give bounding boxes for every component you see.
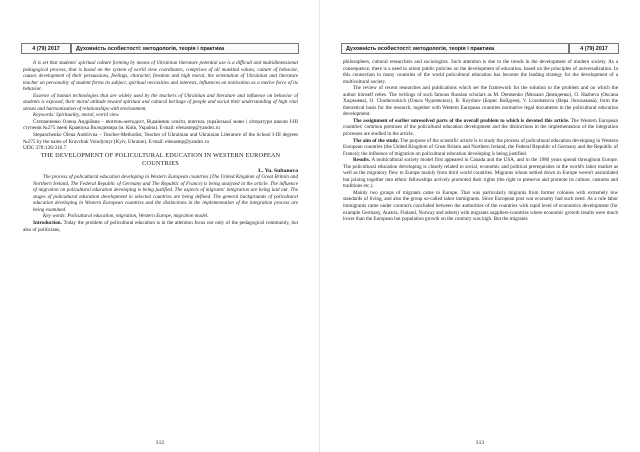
right-page-header (341, 43, 619, 54)
paragraph-aim (343, 138, 618, 158)
paragraph-literature-review: The review of recent researches and publications which set the framework for the solution to the problem and on which the author himself relies. The writings of such famous Russian scholars as M. Demsenko (Михаил Демиденко), O. Hazheva (Оксана Хаджиева), O. Chudnovskich (Ольга Чудновских), B. Koyduev (Борис Койдуев), V. Lozohakova (Вера Лозохакова), form the theoretical basis for the research, together with Western European countries normative legal documents in the policultural education development. (343, 85, 618, 118)
article-abstract: The process of policultural education developing in Western European countries (The United Kingdom of Great Britain and Northern Ireland, The Federal Republic of Germany and The Republic of France) is being analyzed in the article. The influence of migration on policultural education developing is being justified. The aspects of migrants' integration are being laid out. The stages of policultural education development in selected countries are being defined. The general backgrounds of policultural education developing in Western European countries and the distinctions in the implementation of the integration process are being examined. (33, 174, 298, 213)
introduction-text: Today the problem of policultural education is in the attention focus not only of the pedagogical community, but also of politicians, (23, 220, 298, 233)
right-page (320, 0, 640, 452)
paragraph-continuation: philosophers, cultural researchers and sociologists. Such attention is due to the trends in the development of modern society. As a consequence, there is a need to orient public policies on the development of education, based on the principles of universalization. In this connection in many countries of the world policultural education has become the leading strategy for the development of a multicultural society. (343, 59, 618, 85)
issue-label-right: 4 (79) 2017 (569, 43, 619, 54)
right-page-number: 313 (475, 440, 485, 446)
aim-label: The aim of the study. (353, 137, 399, 144)
results-text: A multicultural society model first appeared in Canada and the USA, and in the 1980 years spread throughout Europe. The policultural education developing is closely related to social, economic and political prerequisites in the world's labor market as well as the migratory flow to Europe mainly from third world countries. Migrants whom settled down in Europe weren't assimilated but joining together into ethnic fellowships actively promoted their rights (the right to preserve and promote its culture, customs and traditions etc.). (343, 157, 618, 190)
english-abstract-2: Essence of human technologies that are widely used by the teachers of Ukrainian and literature and influence on behavior of students is exposed, their moral attitude toward spiritual and cultural heritage of people and social their understanding of high vital senses and harmonization of relationships with environment. (23, 92, 298, 112)
introduction-paragraph (23, 220, 298, 233)
article-title: THE DEVELOPMENT OF POLICULTURAL EDUCATION IN WESTERN EUROPEAN COUNTRIES (40, 151, 281, 167)
right-column (343, 59, 618, 223)
article-author: L. Yu. Sultanova (258, 167, 298, 174)
left-page-number: 312 (155, 440, 165, 446)
left-column (23, 60, 298, 233)
english-keywords: Keywords: Spirituality, moral, world view. (33, 112, 120, 119)
paragraph-assignment (343, 118, 618, 138)
aim-text: The purpose of the scientific article is to study the process of policultural education developing in Western European countries (the United Kingdom of Great Britain and Northern Ireland, the Federal Republic of Germany and the Republic of France); the influence of migration on policultural education developing is being justified. (343, 137, 618, 157)
article-keywords: Key words: Policultural education, migration, Western Europe, migration model. (43, 213, 209, 220)
english-abstract: It is set that students' spiritual culture forming by means of Ukrainian literature potential use is a difficult and multidimensional pedagogical process, that is based on the system of world view coordinates, comprises of all mankind values, culture of behavior, causes development of their persuasions, feelings, character, freedom and high moral, the orientation of Ukrainian and literature teacher on personality of student forms its subject, spiritual necessities and interests, influences on motivation as a motive force of its behavior. (23, 60, 298, 93)
journal-title: Духовність особистості: методологія, теорія і практика (71, 43, 299, 54)
author-info-ukrainian: Степанченко Олена Андріївна – вчитель-методист, Відмінник освіти, вчитель української мови і літератури школи І-ІІІ ступенів №275 імені Кравчука Володимира (м. Київ, Україна). E-mail: elenastep@yandex.ru (23, 118, 298, 132)
paragraph-migrants: Mainly two groups of migrants came to Europe. That was particularly migrants from former colonies with extremely low standards of living, and also the group so-called labor immigrants. Since European post war economy had such need. As a rule labor immigrants came under contracts concluded between the authorities of the countries with rapid level of economics development (for example Germany, Austria, Finland, Norway and others) with migrants suppliers-countries where economic growth results were much lower than the European but population growth on the contrary was high. But the migrants (343, 189, 618, 223)
journal-title-right: Духовність особистості: методологія, теорія і практика (341, 43, 569, 54)
results-label: Results. (353, 157, 371, 164)
assignment-text: The Western European countries' common premises of the policultural education development and the distinctions in the implementation of the integration processes are studied in the article. (343, 117, 618, 138)
udc-code: UDC 378:126:316.7 (23, 145, 67, 152)
author-info-english: Stepanchenko Olena Andriivna – Teacher-Methodist, Teacher of Ukrainian and Ukrainian Literature of the School I-III degrees №275 by the name of Kravchuk Volodymyr (Kyiv, Ukraine). E-mail: elenastep@yandex.ru (23, 132, 298, 145)
introduction-label: Introduction. (33, 220, 62, 227)
left-page-header (21, 43, 299, 54)
issue-label: 4 (79) 2017 (21, 43, 71, 54)
paragraph-results (343, 157, 618, 190)
assignment-label: The assignment of earlier unresolved parts of the overall problem to which is devoted this article. (353, 117, 570, 124)
